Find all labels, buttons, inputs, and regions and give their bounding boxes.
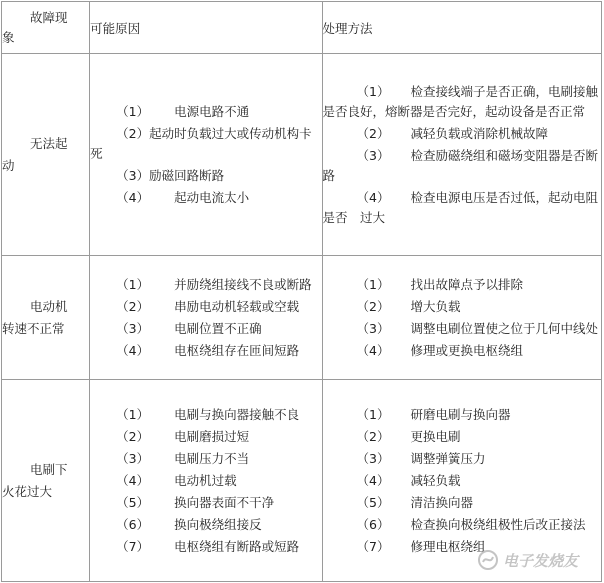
fix-number: （5） <box>356 494 390 510</box>
fix-item <box>323 493 601 513</box>
cause-number: （1） <box>116 103 150 119</box>
fix-text: 调整电刷位置使之位于几何中线处 <box>410 320 599 336</box>
watermark <box>477 549 578 571</box>
fix-item <box>323 82 601 122</box>
fix-number: （3） <box>356 320 390 336</box>
cause-text: 电刷位置不正确 <box>174 320 262 336</box>
fix-number: （4） <box>356 342 390 358</box>
fix-text: 清洁换向器 <box>410 494 474 510</box>
fixes-cell <box>322 256 601 380</box>
fix-item <box>323 297 601 317</box>
fix-item <box>323 341 601 361</box>
cause-text: 电枢绕组有断路或短路 <box>174 538 300 554</box>
fix-item <box>323 146 601 186</box>
fix-number: （2） <box>356 428 390 444</box>
symptom-line1: 电动机 <box>30 298 68 314</box>
cause-text: 并励绕组接线不良或断路 <box>174 276 312 292</box>
cause-item <box>90 275 321 295</box>
header-symptom <box>2 2 90 54</box>
fault-table <box>1 1 602 582</box>
fix-item <box>323 471 601 491</box>
cause-number: （7） <box>116 538 150 554</box>
cause-text: 起动时负载过大或传动机构卡死 <box>90 125 312 161</box>
watermark-text: 电子发烧友 <box>502 551 578 570</box>
fix-text: 检查接线端子是否正确，电刷接触是否良好，熔断器是否完好，起动设备是否正常 <box>322 83 599 119</box>
header-cause: 可能原因 <box>90 2 322 54</box>
cause-text: 电刷磨损过短 <box>174 428 250 444</box>
cause-number: （3） <box>116 320 150 336</box>
cause-number: （2） <box>116 125 150 141</box>
cause-number: （4） <box>116 342 150 358</box>
fix-number: （3） <box>356 147 390 163</box>
fix-item <box>323 319 601 339</box>
header-symptom-line1: 故障现 <box>30 9 68 25</box>
cause-number: （1） <box>116 276 150 292</box>
fix-item <box>323 188 601 228</box>
header-row <box>2 2 602 54</box>
fix-item <box>323 449 601 469</box>
cause-item <box>90 166 321 186</box>
cause-text: 串励电动机轻载或空载 <box>174 298 300 314</box>
symptom-line2: 转速不正常 <box>2 320 65 336</box>
fault-row-0 <box>2 54 602 256</box>
cause-number: （3） <box>116 450 150 466</box>
fix-item <box>323 124 601 144</box>
cause-item <box>90 515 321 535</box>
causes-cell <box>90 54 322 256</box>
cause-item <box>90 427 321 447</box>
fix-number: （2） <box>356 125 390 141</box>
header-method: 处理方法 <box>322 2 601 54</box>
fix-number: （1） <box>356 276 390 292</box>
fix-text: 调整弹簧压力 <box>410 450 486 466</box>
fix-item <box>323 275 601 295</box>
fix-number: （2） <box>356 298 390 314</box>
cause-item <box>90 188 321 208</box>
cause-number: （4） <box>116 472 150 488</box>
fix-text: 修理或更换电枢绕组 <box>410 342 524 358</box>
cause-item <box>90 341 321 361</box>
cause-number: （1） <box>116 406 150 422</box>
fix-text: 更换电刷 <box>410 428 461 444</box>
symptom-line2: 火花过大 <box>2 483 53 499</box>
fix-number: （4） <box>356 189 390 205</box>
cause-item <box>90 537 321 557</box>
cause-item <box>90 449 321 469</box>
cause-text: 换向极绕组接反 <box>174 516 262 532</box>
symptom-cell <box>2 256 90 380</box>
fix-number: （1） <box>356 406 390 422</box>
symptom-cell <box>2 54 90 256</box>
header-symptom-line2: 象 <box>2 29 15 45</box>
symptom-cell <box>2 380 90 582</box>
fault-row-1 <box>2 256 602 380</box>
fix-text: 检查换向极绕组极性后改正接法 <box>410 516 586 532</box>
cause-text: 起动电流太小 <box>174 189 250 205</box>
cause-text: 电刷与换向器接触不良 <box>174 406 300 422</box>
fix-text: 找出故障点予以排除 <box>410 276 524 292</box>
cause-item <box>90 297 321 317</box>
fix-number: （3） <box>356 450 390 466</box>
cause-item <box>90 102 321 122</box>
cause-number: （6） <box>116 516 150 532</box>
symptom-line1: 电刷下 <box>30 461 68 477</box>
fix-item <box>323 515 601 535</box>
fix-number: （7） <box>356 538 390 554</box>
fixes-cell <box>322 54 601 256</box>
cause-text: 电动机过载 <box>174 472 237 488</box>
cause-text: 励磁回路断路 <box>149 167 225 183</box>
fix-text: 检查电源电压是否过低，起动电阻是否 过大 <box>322 189 599 225</box>
fix-item <box>323 405 601 425</box>
fix-text: 研磨电刷与换向器 <box>410 406 511 422</box>
fix-number: （1） <box>356 83 390 99</box>
symptom-line2: 动 <box>2 157 15 173</box>
fix-item <box>323 427 601 447</box>
fix-number: （4） <box>356 472 390 488</box>
cause-item <box>90 471 321 491</box>
watermark-logo-icon <box>477 549 499 571</box>
causes-cell <box>90 380 322 582</box>
fix-text: 检查励磁绕组和磁场变阻器是否断路 <box>322 147 599 183</box>
cause-text: 电枢绕组存在匝间短路 <box>174 342 300 358</box>
cause-text: 换向器表面不干净 <box>174 494 275 510</box>
causes-cell <box>90 256 322 380</box>
cause-number: （4） <box>116 189 150 205</box>
cause-item <box>90 124 321 164</box>
cause-item <box>90 319 321 339</box>
cause-number: （2） <box>116 428 150 444</box>
cause-number: （2） <box>116 298 150 314</box>
cause-text: 电刷压力不当 <box>174 450 250 466</box>
fix-text: 减轻负载 <box>410 472 461 488</box>
cause-item <box>90 405 321 425</box>
cause-text: 电源电路不通 <box>174 103 250 119</box>
fix-text: 修理电枢绕组 <box>410 538 486 554</box>
fix-text: 增大负载 <box>410 298 461 314</box>
fix-text: 减轻负载或消除机械故障 <box>410 125 549 141</box>
fix-number: （6） <box>356 516 390 532</box>
cause-item <box>90 493 321 513</box>
cause-number: （3） <box>116 167 150 183</box>
symptom-line1: 无法起 <box>30 135 68 151</box>
cause-number: （5） <box>116 494 150 510</box>
